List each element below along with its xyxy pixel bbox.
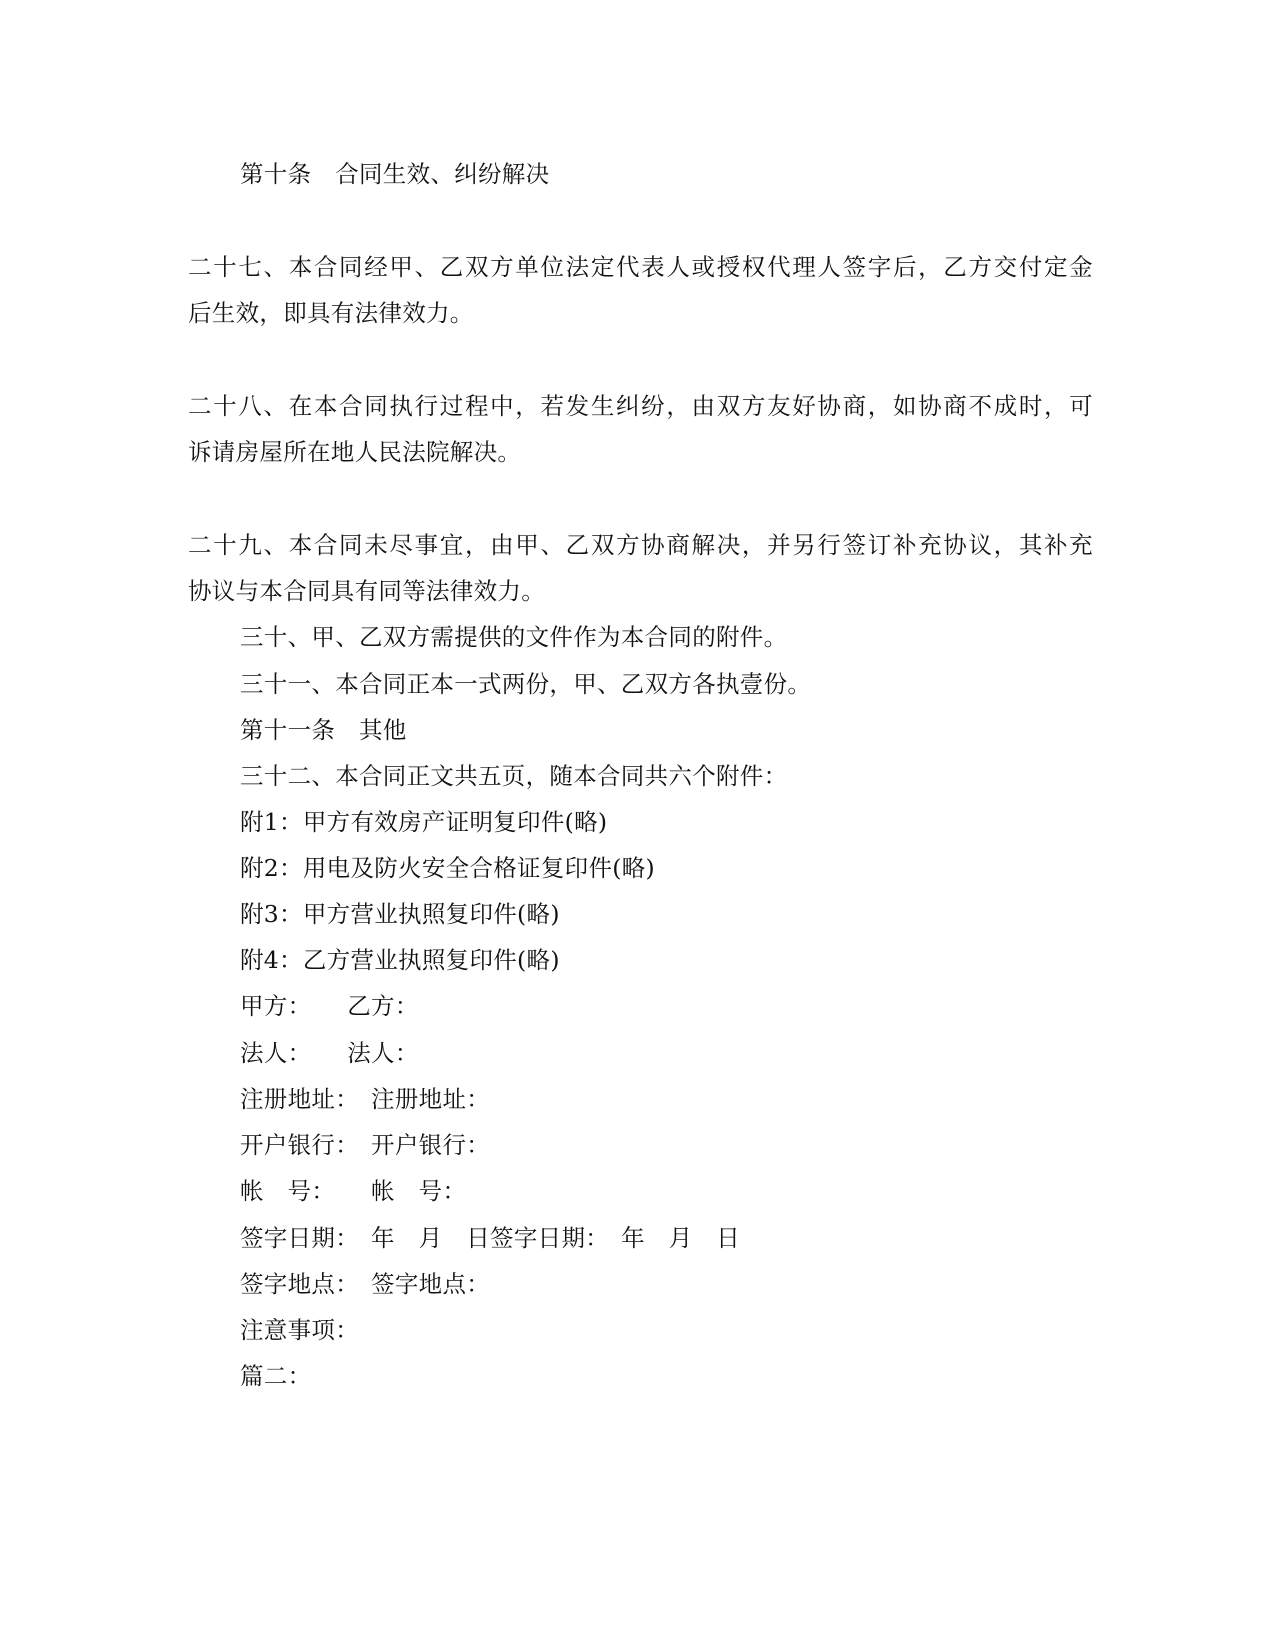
clause-29-line-2: 协议与本合同具有同等法律效力。: [188, 577, 545, 605]
signature-place-line: 签字地点： 签字地点：: [240, 1270, 491, 1298]
signature-account-line: 帐 号： 帐 号：: [240, 1177, 467, 1205]
clause-30: 三十、甲、乙双方需提供的文件作为本合同的附件。: [240, 623, 788, 651]
attachment-3: 附3：甲方营业执照复印件(略): [240, 900, 560, 928]
signature-date-line: 签字日期： 年 月 日签字日期： 年 月 日: [240, 1224, 741, 1252]
section-11-heading: 第十一条 其他: [240, 716, 407, 744]
clause-29-line-1: 二十九、本合同未尽事宜，由甲、乙双方协商解决，并另行签订补充协议，其补充: [188, 531, 1093, 559]
clause-28-line-1: 二十八、在本合同执行过程中，若发生纠纷，由双方友好协商，如协商不成时，可: [188, 392, 1093, 420]
attachment-4: 附4：乙方营业执照复印件(略): [240, 946, 560, 974]
clause-32: 三十二、本合同正文共五页，随本合同共六个附件：: [240, 762, 788, 790]
part-two-label: 篇二：: [240, 1362, 312, 1390]
attachment-1: 附1：甲方有效房产证明复印件(略): [240, 808, 608, 836]
clause-27-line-2: 后生效，即具有法律效力。: [188, 299, 474, 327]
notes-label: 注意事项：: [240, 1316, 359, 1344]
signature-address-line: 注册地址： 注册地址：: [240, 1085, 491, 1113]
signature-party-line: 甲方： 乙方：: [240, 992, 419, 1020]
clause-28-line-2: 诉请房屋所在地人民法院解决。: [188, 438, 522, 466]
attachment-2: 附2：用电及防火安全合格证复印件(略): [240, 854, 655, 882]
clause-27-line-1: 二十七、本合同经甲、乙双方单位法定代表人或授权代理人签字后，乙方交付定金: [188, 253, 1093, 281]
signature-bank-line: 开户银行： 开户银行：: [240, 1131, 491, 1159]
section-10-heading: 第十条 合同生效、纠纷解决: [240, 160, 550, 188]
signature-legal-person-line: 法人： 法人：: [240, 1039, 419, 1067]
clause-31: 三十一、本合同正本一式两份，甲、乙双方各执壹份。: [240, 670, 812, 698]
